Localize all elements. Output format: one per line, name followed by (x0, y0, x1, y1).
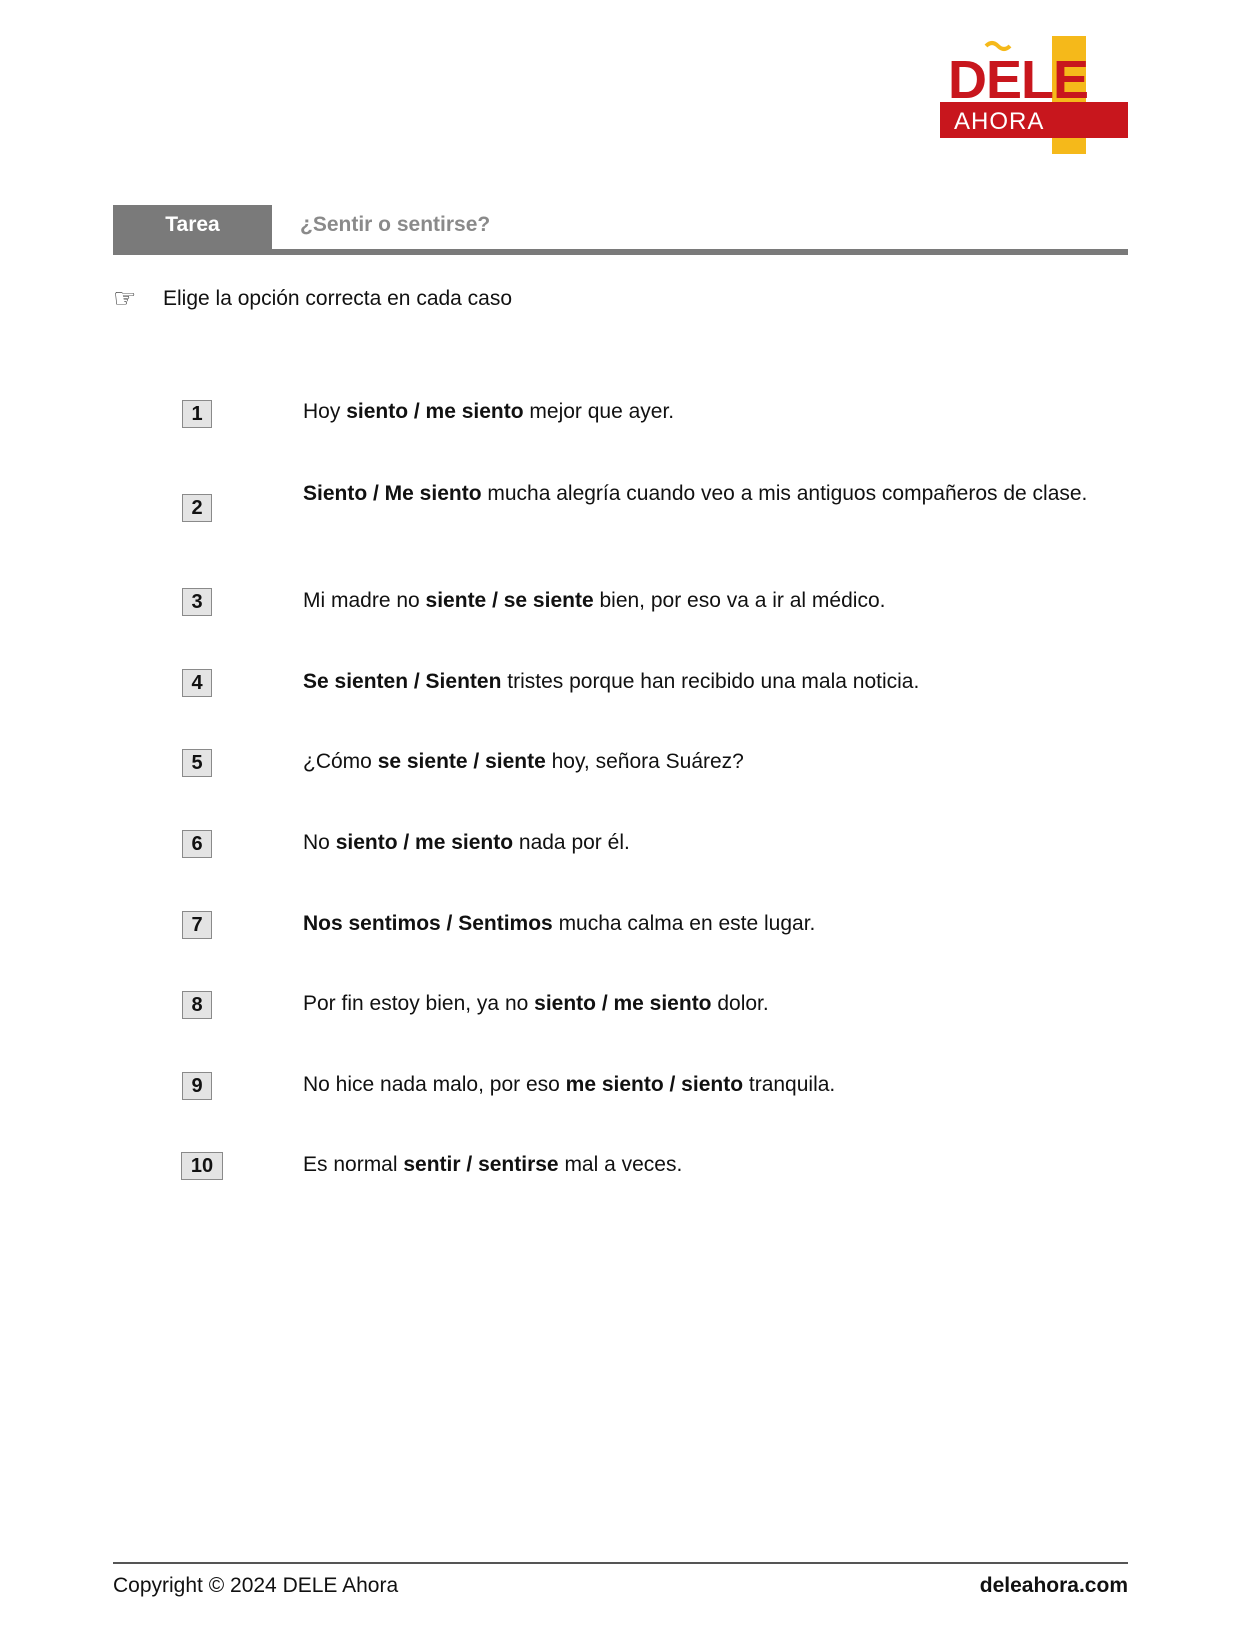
answer-options: Se sienten / Sienten (303, 670, 502, 693)
copyright-text: Copyright © 2024 DELE Ahora (113, 1574, 399, 1597)
item-sentence (303, 668, 1093, 695)
svg-text:DELE: DELE (948, 50, 1089, 110)
sentence-text: dolor. (711, 992, 769, 1015)
sentence-text: bien, por eso va a ir al médico. (593, 589, 886, 612)
item-number-badge: 8 (182, 991, 212, 1019)
site-link[interactable]: deleahora.com (979, 1574, 1128, 1597)
item-number-badge: 4 (182, 669, 212, 697)
sentence-text: No (303, 831, 336, 854)
sentence-text: nada por él. (513, 831, 630, 854)
sentence-text: mucha alegría cuando veo a mis antiguos compañeros de clase. (481, 482, 1088, 505)
answer-options: me siento / siento (565, 1073, 744, 1096)
item-number-badge: 3 (182, 588, 212, 616)
svg-text:AHORA: AHORA (954, 108, 1045, 135)
item-sentence (303, 480, 1093, 507)
item-number-badge: 1 (182, 400, 212, 428)
item-sentence (303, 829, 1093, 856)
sentence-text: mucha calma en este lugar. (552, 912, 816, 935)
sentence-text: mal a veces. (558, 1153, 683, 1176)
item-sentence (303, 748, 1093, 775)
item-sentence (303, 1071, 1093, 1098)
sentence-text: Hoy (303, 400, 347, 423)
sentence-text: ¿Cómo (303, 750, 378, 773)
instruction-text: Elige la opción correcta en cada caso (163, 287, 513, 310)
sentence-text: Por fin estoy bien, ya no (303, 992, 535, 1015)
answer-options: siento / me siento (335, 831, 514, 854)
item-number-badge: 9 (182, 1072, 212, 1100)
item-sentence (303, 910, 1093, 937)
sentence-text: tristes porque han recibido una mala noticia. (501, 670, 920, 693)
sentence-text: mejor que ayer. (523, 400, 675, 423)
answer-options: siento / me siento (534, 992, 712, 1015)
task-tag: Tarea (113, 205, 272, 249)
answer-options: se siente / siente (377, 750, 546, 773)
header-divider (113, 249, 1128, 255)
sentence-text: Es normal (303, 1153, 404, 1176)
pointing-hand-icon: ☞ (113, 284, 137, 314)
answer-options: siento / me siento (346, 400, 524, 423)
item-number-badge: 7 (182, 911, 212, 939)
item-sentence (303, 587, 1093, 614)
sentence-text: No hice nada malo, por eso (303, 1073, 566, 1096)
answer-options: sentir / sentirse (403, 1153, 559, 1176)
answer-options: Siento / Me siento (303, 482, 482, 505)
item-sentence (303, 990, 1093, 1017)
item-number-badge: 10 (181, 1152, 223, 1180)
sentence-text: hoy, señora Suárez? (545, 750, 744, 773)
logo-graphic (940, 36, 1128, 156)
sentence-text: Mi madre no (303, 589, 426, 612)
item-sentence (303, 398, 1093, 425)
task-header (113, 205, 1128, 249)
answer-options: Nos sentimos / Sentimos (303, 912, 553, 935)
answer-options: siente / se siente (425, 589, 594, 612)
item-number-badge: 5 (182, 749, 212, 777)
instruction (113, 286, 512, 312)
item-number-badge: 2 (182, 494, 212, 522)
footer-divider (113, 1562, 1128, 1564)
task-title: ¿Sentir o sentirse? (300, 213, 491, 236)
item-number-badge: 6 (182, 830, 212, 858)
item-sentence (303, 1151, 1093, 1178)
sentence-text: tranquila. (743, 1073, 836, 1096)
dele-ahora-logo (940, 36, 1128, 156)
